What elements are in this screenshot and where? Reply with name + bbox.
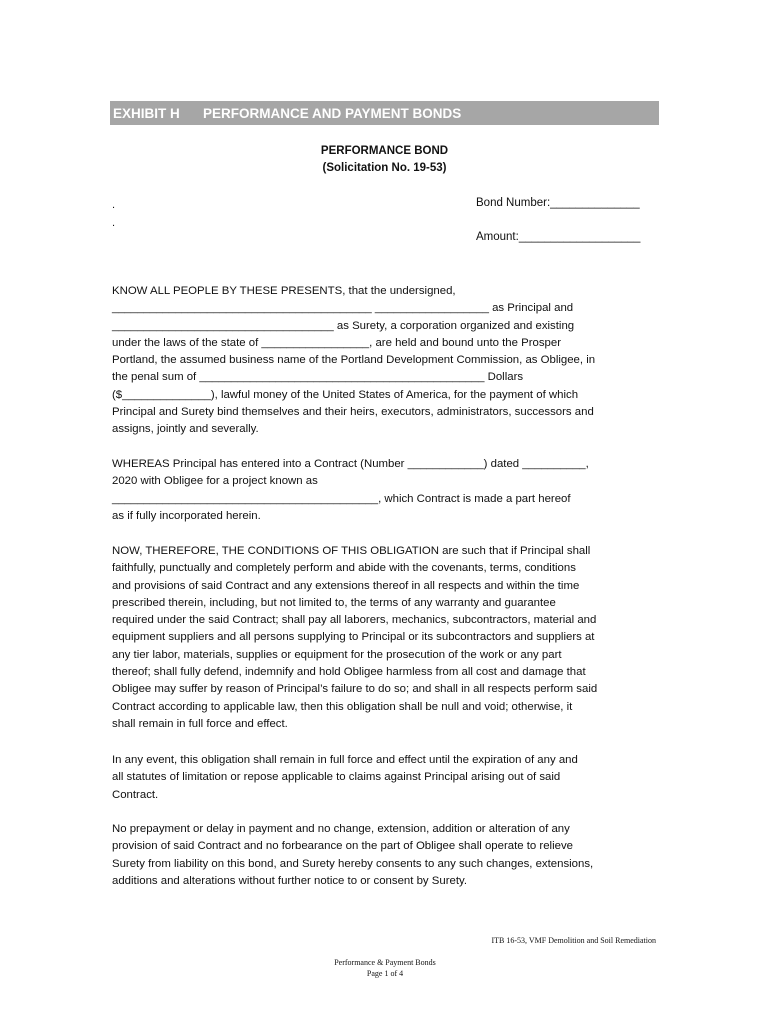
exhibit-label: EXHIBIT H — [113, 105, 180, 121]
paragraph-know-all: KNOW ALL PEOPLE BY THESE PRESENTS, that the undersigned, _________________________________________ __________________ as Principal and ___________________________________ as Surety, a corporation organized and existing under the laws of the state of _________________, are held and bound unto the Prosper Portland, the assumed business name of the Portland Development Commission, as Obligee, in the penal sum of _____________________________________________ Dollars ($______________), lawful money of the United States of America, for the payment of which Principal and Surety bind themselves and their heirs, executors, administrators, successors and assigns, jointly and severally. — [112, 285, 596, 436]
amount-field: Amount:___________________ — [476, 231, 641, 243]
paragraph-in-any-event: In any event, this obligation shall remain in full force and effect until the expiration of any and all statutes of limitation or repose applicable to claims against Principal arising out of said Contract. — [112, 754, 578, 801]
solicitation-number: (Solicitation No. 19-53) — [322, 162, 447, 174]
dot-mark-2: . — [112, 217, 116, 229]
dot-mark-1: . — [112, 199, 116, 211]
footer-itb-reference: ITB 16-53, VMF Demolition and Soil Remediation — [491, 936, 656, 945]
bond-number-field: Bond Number:______________ — [476, 197, 640, 209]
bond-title: PERFORMANCE BOND — [320, 145, 449, 157]
paragraph-conditions: NOW, THEREFORE, THE CONDITIONS OF THIS OBLIGATION are such that if Principal shall faithfully, punctually and completely perform and abide with the covenants, terms, conditions and provisions of said Contract and any extensions thereof in all respects and within the time prescribed therein, including, but not limited to, the terms of any warranty and guarantee required under the said Contract; shall pay all laborers, mechanics, subcontractors, material and equipment suppliers and all persons supplying to Principal or its subcontractors and suppliers at any tier labor, materials, supplies or equipment for the prosecution of the work or any part thereof; shall fully defend, indemnify and hold Obligee harmless from all cost and damage that Obligee may suffer by reason of Principal’s failure to do so; and shall in all respects perform said Contract according to applicable law, then this obligation shall be null and void; otherwise, it shall remain in full force and effect. — [112, 545, 598, 730]
exhibit-title: PERFORMANCE AND PAYMENT BONDS — [203, 105, 462, 121]
paragraph-no-prepayment: No prepayment or delay in payment and no change, extension, addition or alteration of any provision of said Contract and no forbearance on the part of Obligee shall operate to relieve Surety from liability on this bond, and Surety hereby consents to any such changes, extensions, additions and alterations without further notice to or consent by Surety. — [112, 823, 594, 887]
paragraph-whereas: WHEREAS Principal has entered into a Contract (Number ____________) dated __________, 2020 with Obligee for a project known as __________________________________________, which Contract is made a part hereof as if fully incorporated herein. — [112, 458, 589, 522]
exhibit-header-bar — [110, 101, 659, 125]
footer-document-name: Performance & Payment Bonds — [334, 958, 436, 967]
footer-page-number: Page 1 of 4 — [366, 969, 404, 978]
